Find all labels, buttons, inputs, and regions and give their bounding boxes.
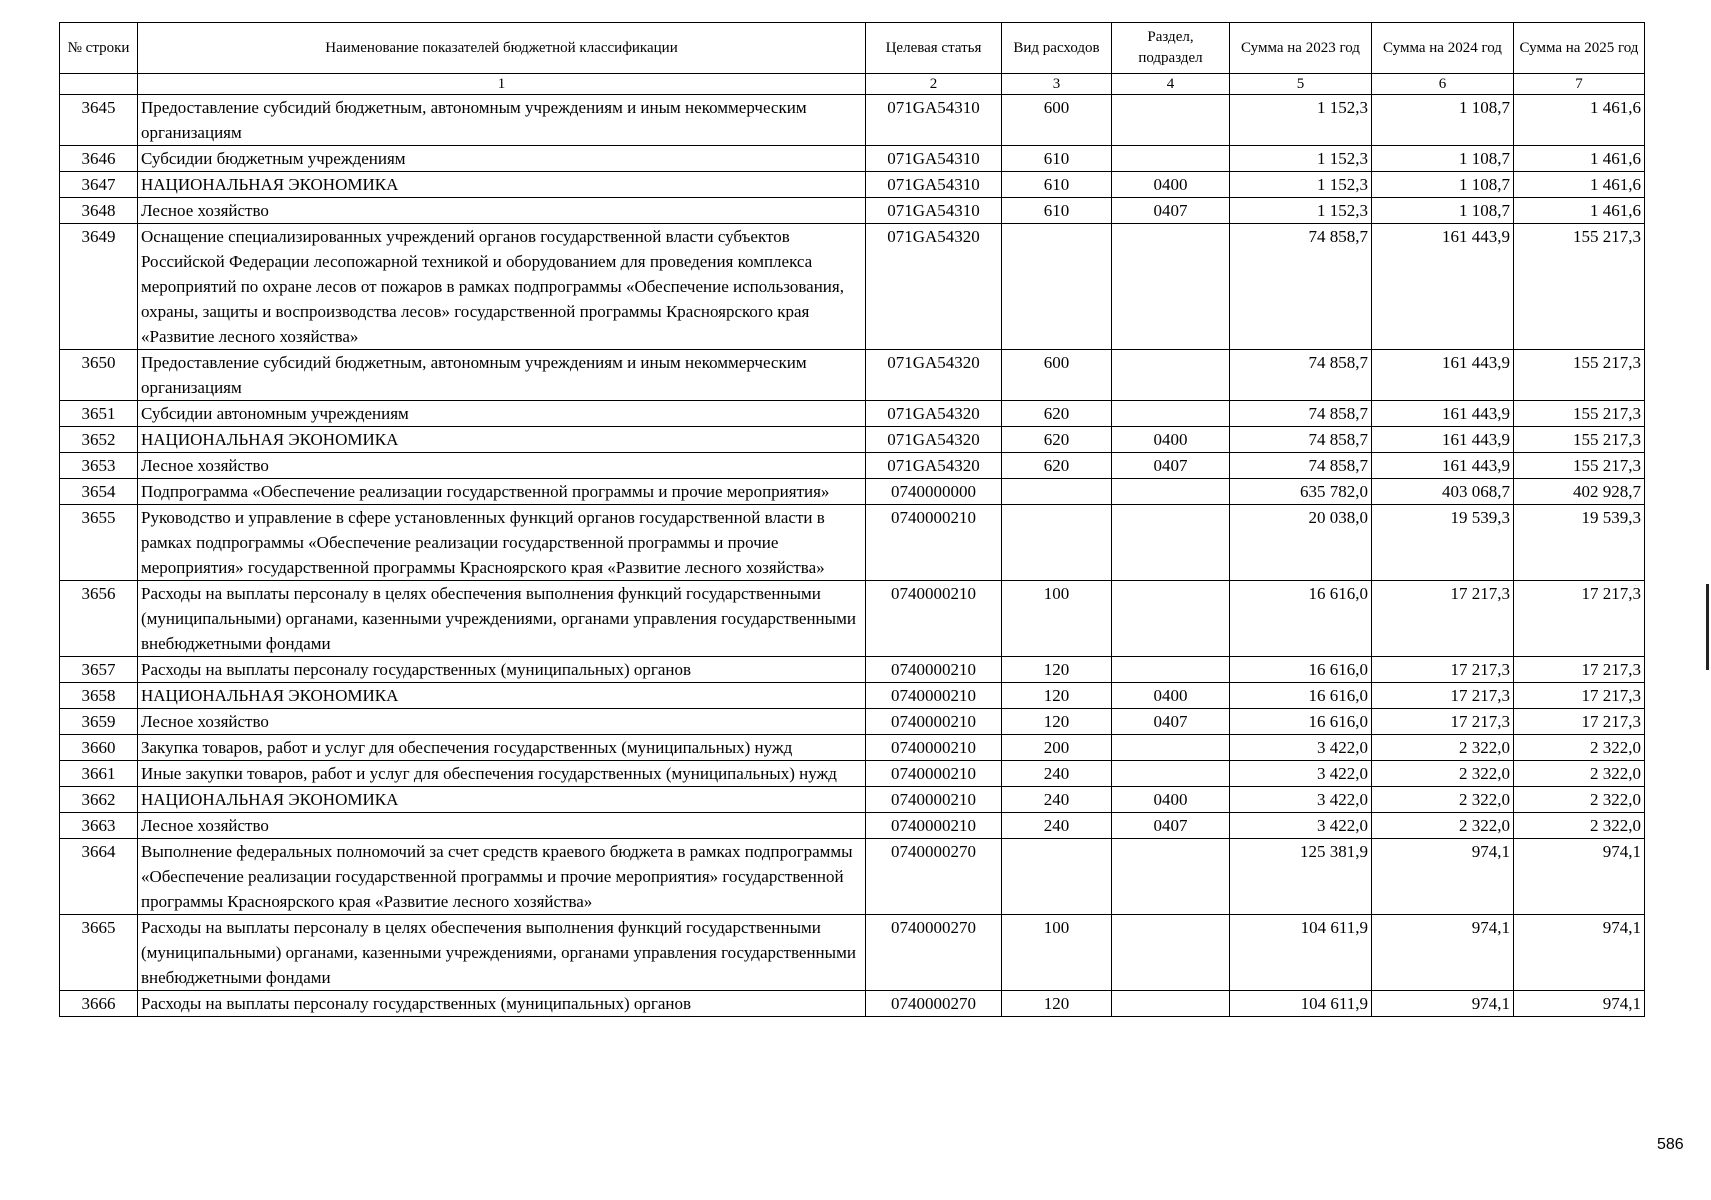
row-number: 3663 [60, 813, 138, 839]
indicator-name: Субсидии автономным учреждениям [138, 401, 866, 427]
column-number: 5 [1230, 74, 1372, 95]
sum-2023: 1 152,3 [1230, 198, 1372, 224]
table-row [60, 479, 1645, 505]
section-code [1112, 350, 1230, 401]
table-row [60, 839, 1645, 915]
table-row [60, 401, 1645, 427]
sum-2025: 155 217,3 [1514, 350, 1645, 401]
sum-2025: 17 217,3 [1514, 709, 1645, 735]
indicator-name: Закупка товаров, работ и услуг для обеспечения государственных (муниципальных) нужд [138, 735, 866, 761]
sum-2023: 20 038,0 [1230, 505, 1372, 581]
sum-2024: 1 108,7 [1372, 95, 1514, 146]
column-number: 3 [1002, 74, 1112, 95]
target-article: 0740000270 [866, 839, 1002, 915]
indicator-name: Лесное хозяйство [138, 453, 866, 479]
expense-type: 240 [1002, 787, 1112, 813]
expense-type: 120 [1002, 657, 1112, 683]
column-number-row [60, 74, 1645, 95]
section-code: 0407 [1112, 813, 1230, 839]
expense-type [1002, 839, 1112, 915]
sum-2024: 2 322,0 [1372, 735, 1514, 761]
sum-2025: 19 539,3 [1514, 505, 1645, 581]
sum-2023: 16 616,0 [1230, 657, 1372, 683]
sum-2023: 74 858,7 [1230, 224, 1372, 350]
page-number: 586 [1657, 1136, 1684, 1153]
row-number: 3650 [60, 350, 138, 401]
sum-2023: 3 422,0 [1230, 787, 1372, 813]
header-sum-2024: Сумма на 2024 год [1372, 23, 1514, 74]
row-number: 3662 [60, 787, 138, 813]
table-row [60, 95, 1645, 146]
table-body [60, 95, 1645, 1017]
expense-type: 120 [1002, 683, 1112, 709]
table-row [60, 787, 1645, 813]
row-number: 3651 [60, 401, 138, 427]
table-row [60, 198, 1645, 224]
sum-2024: 161 443,9 [1372, 350, 1514, 401]
target-article: 071GA54310 [866, 198, 1002, 224]
sum-2023: 74 858,7 [1230, 453, 1372, 479]
section-code: 0407 [1112, 709, 1230, 735]
section-code [1112, 224, 1230, 350]
table-row [60, 761, 1645, 787]
indicator-name: Предоставление субсидий бюджетным, автономным учреждениям и иным некоммерческим организациям [138, 95, 866, 146]
sum-2024: 161 443,9 [1372, 224, 1514, 350]
row-number: 3653 [60, 453, 138, 479]
section-code: 0407 [1112, 198, 1230, 224]
table-row [60, 657, 1645, 683]
sum-2024: 2 322,0 [1372, 813, 1514, 839]
target-article: 071GA54310 [866, 146, 1002, 172]
indicator-name: Предоставление субсидий бюджетным, автономным учреждениям и иным некоммерческим организациям [138, 350, 866, 401]
expense-type: 620 [1002, 453, 1112, 479]
header-expense-type: Вид расходов [1002, 23, 1112, 74]
scan-edge-mark [1706, 584, 1709, 670]
sum-2025: 2 322,0 [1514, 761, 1645, 787]
row-number: 3655 [60, 505, 138, 581]
expense-type: 240 [1002, 813, 1112, 839]
indicator-name: НАЦИОНАЛЬНАЯ ЭКОНОМИКА [138, 683, 866, 709]
sum-2024: 161 443,9 [1372, 401, 1514, 427]
sum-2025: 402 928,7 [1514, 479, 1645, 505]
sum-2024: 1 108,7 [1372, 146, 1514, 172]
expense-type: 600 [1002, 350, 1112, 401]
target-article: 0740000210 [866, 581, 1002, 657]
section-code [1112, 401, 1230, 427]
expense-type: 100 [1002, 581, 1112, 657]
sum-2023: 1 152,3 [1230, 95, 1372, 146]
sum-2023: 16 616,0 [1230, 709, 1372, 735]
header-sum-2023: Сумма на 2023 год [1230, 23, 1372, 74]
column-number: 1 [138, 74, 866, 95]
sum-2024: 17 217,3 [1372, 581, 1514, 657]
section-code [1112, 95, 1230, 146]
sum-2024: 17 217,3 [1372, 657, 1514, 683]
sum-2025: 1 461,6 [1514, 198, 1645, 224]
sum-2025: 1 461,6 [1514, 95, 1645, 146]
expense-type: 120 [1002, 709, 1112, 735]
expense-type: 620 [1002, 401, 1112, 427]
table-row [60, 813, 1645, 839]
sum-2023: 1 152,3 [1230, 172, 1372, 198]
target-article: 0740000270 [866, 915, 1002, 991]
target-article: 0740000210 [866, 787, 1002, 813]
sum-2025: 2 322,0 [1514, 735, 1645, 761]
sum-2025: 155 217,3 [1514, 224, 1645, 350]
sum-2023: 74 858,7 [1230, 427, 1372, 453]
section-code [1112, 991, 1230, 1017]
target-article: 0740000270 [866, 991, 1002, 1017]
table-row [60, 172, 1645, 198]
target-article: 071GA54310 [866, 95, 1002, 146]
sum-2025: 2 322,0 [1514, 813, 1645, 839]
indicator-name: Расходы на выплаты персоналу в целях обеспечения выполнения функций государственными (муниципальными) органами, казенными учреждениями, органами управления государственными внебюджетными фондами [138, 915, 866, 991]
row-number: 3652 [60, 427, 138, 453]
row-number: 3664 [60, 839, 138, 915]
sum-2025: 1 461,6 [1514, 146, 1645, 172]
indicator-name: НАЦИОНАЛЬНАЯ ЭКОНОМИКА [138, 172, 866, 198]
row-number: 3659 [60, 709, 138, 735]
indicator-name: Оснащение специализированных учреждений органов государственной власти субъектов Российской Федерации лесопожарной техникой и оборудованием для проведения комплекса мероприятий по охране лесов от пожаров в рамках подпрограммы «Обеспечение использования, охраны, защиты и воспроизводства лесов» государственной программы Красноярского края «Развитие лесного хозяйства» [138, 224, 866, 350]
row-number: 3646 [60, 146, 138, 172]
header-name: Наименование показателей бюджетной классификации [138, 23, 866, 74]
header-row-number: № строки [60, 23, 138, 74]
sum-2023: 3 422,0 [1230, 735, 1372, 761]
target-article: 071GA54320 [866, 427, 1002, 453]
sum-2025: 155 217,3 [1514, 427, 1645, 453]
sum-2023: 1 152,3 [1230, 146, 1372, 172]
sum-2023: 3 422,0 [1230, 813, 1372, 839]
row-number: 3654 [60, 479, 138, 505]
sum-2024: 974,1 [1372, 991, 1514, 1017]
indicator-name: Иные закупки товаров, работ и услуг для обеспечения государственных (муниципальных) нужд [138, 761, 866, 787]
section-code [1112, 146, 1230, 172]
header-target-article: Целевая статья [866, 23, 1002, 74]
target-article: 0740000210 [866, 735, 1002, 761]
indicator-name: Лесное хозяйство [138, 709, 866, 735]
target-article: 0740000210 [866, 813, 1002, 839]
sum-2024: 161 443,9 [1372, 453, 1514, 479]
expense-type: 600 [1002, 95, 1112, 146]
column-number: 4 [1112, 74, 1230, 95]
section-code [1112, 839, 1230, 915]
row-number: 3649 [60, 224, 138, 350]
expense-type [1002, 224, 1112, 350]
section-code: 0400 [1112, 683, 1230, 709]
target-article: 0740000000 [866, 479, 1002, 505]
budget-table [59, 22, 1645, 1017]
expense-type: 620 [1002, 427, 1112, 453]
indicator-name: НАЦИОНАЛЬНАЯ ЭКОНОМИКА [138, 787, 866, 813]
sum-2024: 17 217,3 [1372, 709, 1514, 735]
indicator-name: Лесное хозяйство [138, 813, 866, 839]
header-row [60, 23, 1645, 74]
table-row [60, 735, 1645, 761]
expense-type: 200 [1002, 735, 1112, 761]
table-row [60, 991, 1645, 1017]
expense-type [1002, 479, 1112, 505]
section-code [1112, 479, 1230, 505]
row-number: 3661 [60, 761, 138, 787]
section-code [1112, 657, 1230, 683]
sum-2025: 974,1 [1514, 915, 1645, 991]
sum-2023: 125 381,9 [1230, 839, 1372, 915]
indicator-name: Расходы на выплаты персоналу государственных (муниципальных) органов [138, 657, 866, 683]
section-code: 0400 [1112, 427, 1230, 453]
table-row [60, 683, 1645, 709]
sum-2023: 16 616,0 [1230, 683, 1372, 709]
expense-type: 240 [1002, 761, 1112, 787]
column-number [60, 74, 138, 95]
row-number: 3665 [60, 915, 138, 991]
row-number: 3660 [60, 735, 138, 761]
row-number: 3656 [60, 581, 138, 657]
section-code: 0407 [1112, 453, 1230, 479]
row-number: 3647 [60, 172, 138, 198]
section-code [1112, 505, 1230, 581]
target-article: 071GA54320 [866, 224, 1002, 350]
section-code [1112, 915, 1230, 991]
section-code: 0400 [1112, 172, 1230, 198]
header-section: Раздел, подраздел [1112, 23, 1230, 74]
sum-2025: 1 461,6 [1514, 172, 1645, 198]
target-article: 0740000210 [866, 657, 1002, 683]
row-number: 3658 [60, 683, 138, 709]
sum-2025: 974,1 [1514, 991, 1645, 1017]
target-article: 0740000210 [866, 505, 1002, 581]
column-number: 6 [1372, 74, 1514, 95]
sum-2024: 1 108,7 [1372, 198, 1514, 224]
sum-2024: 974,1 [1372, 915, 1514, 991]
table-row [60, 581, 1645, 657]
sum-2024: 161 443,9 [1372, 427, 1514, 453]
target-article: 071GA54320 [866, 401, 1002, 427]
target-article: 0740000210 [866, 709, 1002, 735]
sum-2023: 104 611,9 [1230, 915, 1372, 991]
table-row [60, 427, 1645, 453]
sum-2025: 17 217,3 [1514, 581, 1645, 657]
indicator-name: Субсидии бюджетным учреждениям [138, 146, 866, 172]
indicator-name: Руководство и управление в сфере установленных функций органов государственной власти в рамках подпрограммы «Обеспечение реализации государственной программы и прочие мероприятия» государственной программы Красноярского края «Развитие лесного хозяйства» [138, 505, 866, 581]
sum-2024: 403 068,7 [1372, 479, 1514, 505]
column-number: 2 [866, 74, 1002, 95]
indicator-name: Выполнение федеральных полномочий за счет средств краевого бюджета в рамках подпрограммы «Обеспечение реализации государственной программы и прочие мероприятия» государственной программы Красноярского края «Развитие лесного хозяйства» [138, 839, 866, 915]
sum-2023: 635 782,0 [1230, 479, 1372, 505]
target-article: 071GA54320 [866, 453, 1002, 479]
sum-2023: 16 616,0 [1230, 581, 1372, 657]
expense-type: 100 [1002, 915, 1112, 991]
table-row [60, 915, 1645, 991]
section-code [1112, 761, 1230, 787]
expense-type: 610 [1002, 198, 1112, 224]
sum-2025: 17 217,3 [1514, 657, 1645, 683]
sum-2024: 1 108,7 [1372, 172, 1514, 198]
sum-2025: 2 322,0 [1514, 787, 1645, 813]
target-article: 0740000210 [866, 683, 1002, 709]
row-number: 3657 [60, 657, 138, 683]
indicator-name: НАЦИОНАЛЬНАЯ ЭКОНОМИКА [138, 427, 866, 453]
target-article: 0740000210 [866, 761, 1002, 787]
sum-2024: 974,1 [1372, 839, 1514, 915]
indicator-name: Расходы на выплаты персоналу в целях обеспечения выполнения функций государственными (муниципальными) органами, казенными учреждениями, органами управления государственными внебюджетными фондами [138, 581, 866, 657]
sum-2023: 3 422,0 [1230, 761, 1372, 787]
sum-2023: 74 858,7 [1230, 401, 1372, 427]
sum-2024: 17 217,3 [1372, 683, 1514, 709]
sum-2024: 19 539,3 [1372, 505, 1514, 581]
header-sum-2025: Сумма на 2025 год [1514, 23, 1645, 74]
sum-2024: 2 322,0 [1372, 761, 1514, 787]
target-article: 071GA54320 [866, 350, 1002, 401]
indicator-name: Лесное хозяйство [138, 198, 866, 224]
expense-type: 610 [1002, 146, 1112, 172]
sum-2023: 74 858,7 [1230, 350, 1372, 401]
table-row [60, 505, 1645, 581]
section-code [1112, 735, 1230, 761]
expense-type [1002, 505, 1112, 581]
sum-2024: 2 322,0 [1372, 787, 1514, 813]
table-row [60, 146, 1645, 172]
expense-type: 120 [1002, 991, 1112, 1017]
table-row [60, 453, 1645, 479]
table-row [60, 224, 1645, 350]
expense-type: 610 [1002, 172, 1112, 198]
target-article: 071GA54310 [866, 172, 1002, 198]
sum-2025: 155 217,3 [1514, 401, 1645, 427]
table-row [60, 709, 1645, 735]
sum-2025: 17 217,3 [1514, 683, 1645, 709]
section-code [1112, 581, 1230, 657]
sum-2023: 104 611,9 [1230, 991, 1372, 1017]
sum-2025: 155 217,3 [1514, 453, 1645, 479]
indicator-name: Расходы на выплаты персоналу государственных (муниципальных) органов [138, 991, 866, 1017]
row-number: 3666 [60, 991, 138, 1017]
column-number: 7 [1514, 74, 1645, 95]
section-code: 0400 [1112, 787, 1230, 813]
row-number: 3645 [60, 95, 138, 146]
indicator-name: Подпрограмма «Обеспечение реализации государственной программы и прочие мероприятия» [138, 479, 866, 505]
row-number: 3648 [60, 198, 138, 224]
sum-2025: 974,1 [1514, 839, 1645, 915]
table-row [60, 350, 1645, 401]
